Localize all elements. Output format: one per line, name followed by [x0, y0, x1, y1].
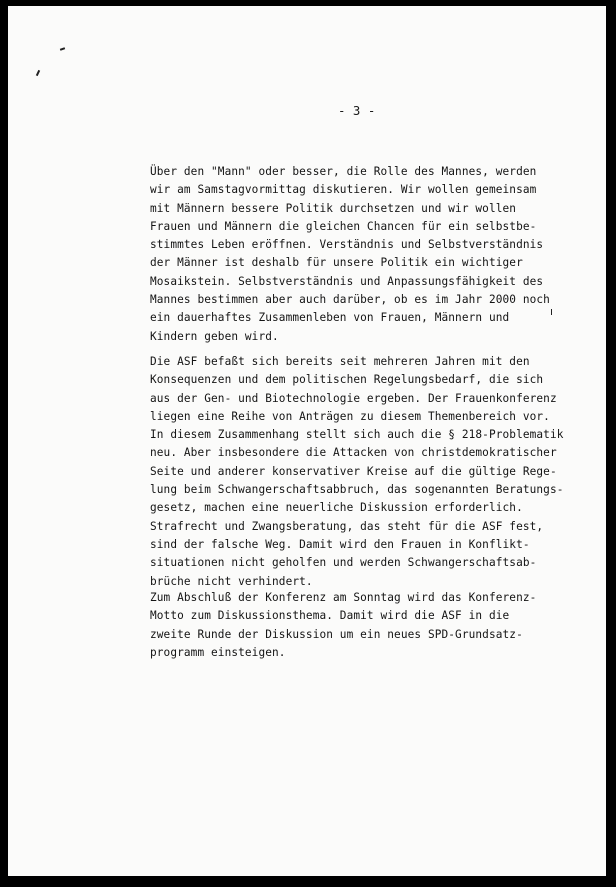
text-line: Über den "Mann" oder besser, die Rolle des Mannes, werden [150, 165, 537, 178]
text-line: programm einsteigen. [150, 645, 286, 659]
scan-mark [60, 47, 65, 51]
text-line: wir am Samstagvormittag diskutieren. Wir wollen gemeinsam [150, 183, 537, 197]
text-line: Strafrecht und Zwangsberatung, das steht für die ASF fest, [150, 519, 544, 533]
text-line: Frauen und Männern die gleichen Chancen für ein selbstbe- [150, 219, 537, 233]
text-line: In diesem Zusammenhang stellt sich auch die § 218-Problematik [150, 428, 564, 442]
text-line: der Männer ist deshalb für unsere Politik ein wichtiger [150, 256, 523, 270]
text-line: situationen nicht geholfen und werden Schwangerschaftsab- [150, 556, 537, 570]
paragraph-conference-motto [150, 589, 590, 662]
paragraph-biotechnology [150, 353, 590, 591]
text-line: Motto zum Diskussionsthema. Damit wird die ASF in die [150, 609, 510, 623]
text-line: liegen eine Reihe von Anträgen zu diesem Themenbereich vor. [150, 409, 550, 423]
text-line: Konsequenzen und dem politischen Regelungsbedarf, die sich [150, 373, 544, 387]
text-line: Die ASF befaßt sich bereits seit mehreren Jahren mit den [150, 355, 530, 368]
page-number: - 3 - [338, 103, 376, 118]
text-line: Mannes bestimmen aber auch darüber, ob es im Jahr 2000 noch [150, 293, 550, 307]
text-line: Zum Abschluß der Konferenz am Sonntag wird das Konferenz- [150, 591, 537, 604]
text-line: neu. Aber insbesondere die Attacken von christdemokratischer [150, 446, 557, 460]
text-line: sind der falsche Weg. Damit wird den Frauen in Konflikt- [150, 537, 530, 551]
text-line: Kindern geben wird. [150, 329, 279, 343]
text-line: gesetz, machen eine neuerliche Diskussion erforderlich. [150, 501, 523, 515]
text-line: Mosaikstein. Selbstverständnis und Anpassungsfähigkeit des [150, 274, 544, 288]
text-line: aus der Gen- und Biotechnologie ergeben. Der Frauenkonferenz [150, 391, 557, 405]
text-line: brüche nicht verhindert. [150, 574, 313, 588]
text-line: mit Männern bessere Politik durchsetzen und wir wollen [150, 201, 517, 215]
text-line: zweite Runde der Diskussion um ein neues SPD-Grundsatz- [150, 627, 523, 641]
text-line: lung beim Schwangerschaftsabbruch, das sogenannten Beratungs- [150, 483, 564, 497]
text-line: stimmtes Leben eröffnen. Verständnis und Selbstverständnis [150, 238, 544, 252]
paragraph-men-role [150, 163, 590, 346]
text-line: Seite und anderer konservativer Kreise auf die gültige Rege- [150, 464, 557, 478]
scan-mark [36, 70, 40, 76]
text-line: ein dauerhaftes Zusammenleben von Frauen, Männern und [150, 311, 510, 325]
